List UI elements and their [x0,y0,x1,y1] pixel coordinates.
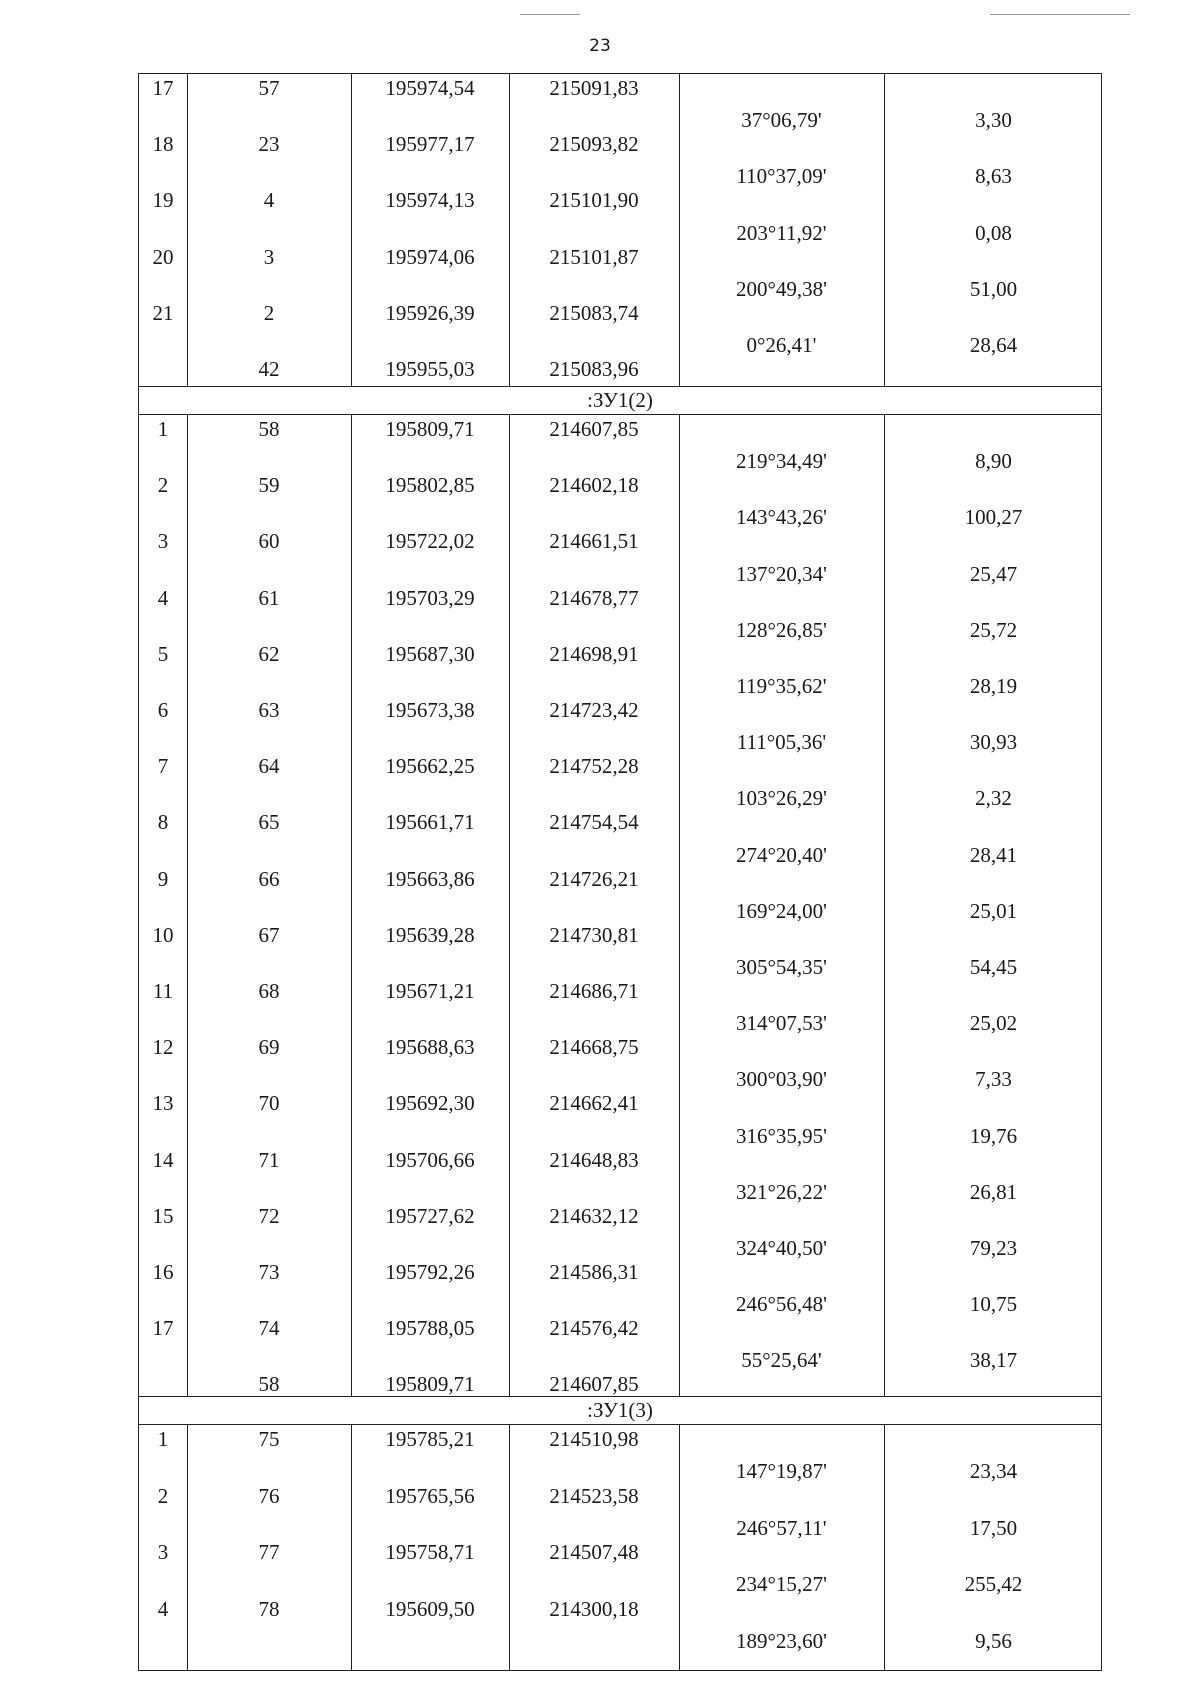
scan-artifact [990,14,1130,15]
row-number: 2 [157,1483,169,1508]
table-section [138,73,1102,388]
coord-x: 195955,03 [385,357,475,381]
direction-angle: 189°23,60' [736,1628,827,1653]
point-id: 4 [263,188,275,213]
direction-angle: 147°19,87' [736,1459,827,1484]
segment-length: 28,64 [969,332,1018,357]
coord-y: 215093,82 [549,132,639,157]
coord-x: 195809,71 [385,1372,475,1397]
coord-x: 195703,29 [385,585,475,610]
coord-x: 195785,21 [385,1427,475,1451]
segment-length: 8,90 [975,449,1012,474]
coord-y: 214698,91 [549,641,639,666]
row-number: 17 [152,1316,174,1341]
direction-angle: 203°11,92' [736,220,827,245]
point-id: 75 [258,1427,280,1451]
coord-x: 195765,56 [385,1483,475,1508]
coord-x: 195802,85 [385,473,475,498]
coord-y: 214668,75 [549,1035,639,1060]
row-number: 21 [152,300,174,325]
coord-x: 195758,71 [385,1540,475,1564]
direction-angle: 55°25,64' [741,1348,822,1373]
row-number: 17 [152,76,174,100]
row-number: 3 [157,1540,169,1564]
direction-angle: 200°49,38' [736,276,827,301]
row-number: 9 [157,866,169,891]
point-id: 57 [258,76,280,100]
coord-x: 195727,62 [385,1203,475,1228]
segment-length: 23,34 [969,1459,1018,1484]
segment-length: 2,32 [975,786,1012,811]
coord-y: 214586,31 [549,1260,639,1284]
direction-angle: 143°43,26' [736,505,827,530]
segment-length: 9,56 [975,1628,1012,1653]
coord-y: 214726,21 [549,866,639,891]
row-number: 3 [157,529,169,554]
row-number: 10 [152,922,174,947]
coord-x: 195706,66 [385,1147,475,1172]
section-rows [138,73,1102,387]
coord-x: 195926,39 [385,300,475,325]
coord-x: 195788,05 [385,1316,475,1341]
coord-x: 195792,26 [385,1260,475,1284]
point-id: 72 [258,1203,280,1228]
coord-x: 195692,30 [385,1091,475,1116]
direction-angle: 305°54,35' [736,954,827,979]
row-number: 18 [152,132,174,157]
segment-length: 25,47 [969,561,1018,586]
segment-length: 10,75 [969,1292,1018,1317]
direction-angle: 119°35,62' [736,673,827,698]
row-number: 20 [152,244,174,269]
point-id: 78 [258,1596,280,1621]
coord-y: 214754,54 [549,810,639,835]
point-id: 74 [258,1316,280,1341]
column-divider [187,74,188,387]
segment-length: 79,23 [969,1235,1018,1260]
row-number: 12 [152,1035,174,1060]
coord-x: 195687,30 [385,641,475,666]
point-id: 66 [258,866,280,891]
point-id: 64 [258,754,280,779]
coord-y: 215091,83 [549,76,639,100]
table-section [138,386,1102,1403]
segment-length: 0,08 [975,220,1012,245]
row-number: 16 [152,1260,174,1284]
coord-x: 195977,17 [385,132,475,157]
direction-angle: 246°57,11' [736,1515,827,1540]
coord-x: 195609,50 [385,1596,475,1621]
coord-x: 195974,13 [385,188,475,213]
point-id: 58 [258,417,280,441]
coord-y: 214523,58 [549,1483,639,1508]
section-title: :ЗУ1(2) [138,386,1102,415]
point-id: 73 [258,1260,280,1284]
row-number: 4 [157,585,169,610]
point-id: 68 [258,979,280,1003]
coord-y: 214752,28 [549,754,639,779]
point-id: 67 [258,922,280,947]
coord-y: 214507,48 [549,1540,639,1564]
coord-x: 195673,38 [385,698,475,722]
segment-length: 25,02 [969,1011,1018,1036]
coord-y: 215083,74 [549,300,639,325]
coord-y: 215101,90 [549,188,639,213]
segment-length: 25,01 [969,898,1018,923]
direction-angle: 103°26,29' [736,786,827,811]
point-id: 2 [263,300,275,325]
point-id: 63 [258,698,280,722]
direction-angle: 300°03,90' [736,1067,827,1092]
column-divider [187,415,188,1402]
point-id: 65 [258,810,280,835]
point-id: 59 [258,473,280,498]
column-divider [351,74,352,387]
direction-angle: 169°24,00' [736,898,827,923]
coord-x: 195663,86 [385,866,475,891]
segment-length: 19,76 [969,1123,1018,1148]
column-divider [509,415,510,1402]
segment-length: 17,50 [969,1515,1018,1540]
coord-y: 215083,96 [549,357,639,381]
segment-length: 30,93 [969,730,1018,755]
segment-length: 54,45 [969,954,1018,979]
coord-x: 195974,54 [385,76,475,100]
row-number: 14 [152,1147,174,1172]
direction-angle: 314°07,53' [736,1011,827,1036]
coord-y: 214607,85 [549,1372,639,1397]
row-number: 8 [157,810,169,835]
segment-length: 38,17 [969,1348,1018,1373]
direction-angle: 37°06,79' [741,108,822,133]
direction-angle: 110°37,09' [736,164,827,189]
segment-length: 26,81 [969,1179,1018,1204]
segment-length: 7,33 [975,1067,1012,1092]
coord-x: 195662,25 [385,754,475,779]
coord-y: 214632,12 [549,1203,639,1228]
coord-y: 214662,41 [549,1091,639,1116]
direction-angle: 219°34,49' [736,449,827,474]
column-divider [351,415,352,1402]
point-id: 69 [258,1035,280,1060]
table-border [138,1670,1102,1671]
point-id: 3 [263,244,275,269]
segment-length: 100,27 [964,505,1023,530]
row-number: 1 [157,1427,169,1451]
section-rows [138,414,1102,1402]
table-section [138,1396,1102,1672]
segment-length: 28,19 [969,673,1018,698]
coord-y: 214678,77 [549,585,639,610]
coord-x: 195671,21 [385,979,475,1003]
direction-angle: 321°26,22' [736,1179,827,1204]
row-number: 1 [157,417,169,441]
coord-y: 214576,42 [549,1316,639,1341]
point-id: 42 [258,357,280,381]
column-divider [509,74,510,387]
section-rows [138,1424,1102,1671]
coord-x: 195974,06 [385,244,475,269]
direction-angle: 0°26,41' [746,332,817,357]
point-id: 60 [258,529,280,554]
row-number: 15 [152,1203,174,1228]
coord-y: 214300,18 [549,1596,639,1621]
row-number: 5 [157,641,169,666]
coord-x: 195639,28 [385,922,475,947]
row-number: 7 [157,754,169,779]
point-id: 70 [258,1091,280,1116]
coord-y: 214723,42 [549,698,639,722]
row-number: 2 [157,473,169,498]
segment-length: 51,00 [969,276,1018,301]
row-number: 4 [157,1596,169,1621]
coord-x: 195688,63 [385,1035,475,1060]
coord-y: 214602,18 [549,473,639,498]
point-id: 71 [258,1147,280,1172]
scan-artifact [520,14,580,15]
direction-angle: 324°40,50' [736,1235,827,1260]
direction-angle: 234°15,27' [736,1572,827,1597]
point-id: 61 [258,585,280,610]
point-id: 23 [258,132,280,157]
direction-angle: 128°26,85' [736,617,827,642]
section-title: :ЗУ1(3) [138,1396,1102,1425]
direction-angle: 246°56,48' [736,1292,827,1317]
page-number: 23 [589,36,611,56]
coord-y: 214510,98 [549,1427,639,1451]
segment-length: 255,42 [964,1572,1023,1597]
segment-length: 3,30 [975,108,1012,133]
point-id: 62 [258,641,280,666]
direction-angle: 274°20,40' [736,842,827,867]
coord-y: 214648,83 [549,1147,639,1172]
coord-y: 214730,81 [549,922,639,947]
segment-length: 28,41 [969,842,1018,867]
coord-y: 215101,87 [549,244,639,269]
coord-y: 214661,51 [549,529,639,554]
coord-x: 195809,71 [385,417,475,441]
row-number: 11 [152,979,174,1003]
coord-y: 214607,85 [549,417,639,441]
segment-length: 8,63 [975,164,1012,189]
segment-length: 25,72 [969,617,1018,642]
point-id: 77 [258,1540,280,1564]
direction-angle: 111°05,36' [736,730,827,755]
direction-angle: 137°20,34' [736,561,827,586]
point-id: 76 [258,1483,280,1508]
coord-y: 214686,71 [549,979,639,1003]
row-number: 6 [157,698,169,722]
row-number: 19 [152,188,174,213]
coord-x: 195661,71 [385,810,475,835]
coord-x: 195722,02 [385,529,475,554]
point-id: 58 [258,1372,280,1397]
direction-angle: 316°35,95' [736,1123,827,1148]
row-number: 13 [152,1091,174,1116]
